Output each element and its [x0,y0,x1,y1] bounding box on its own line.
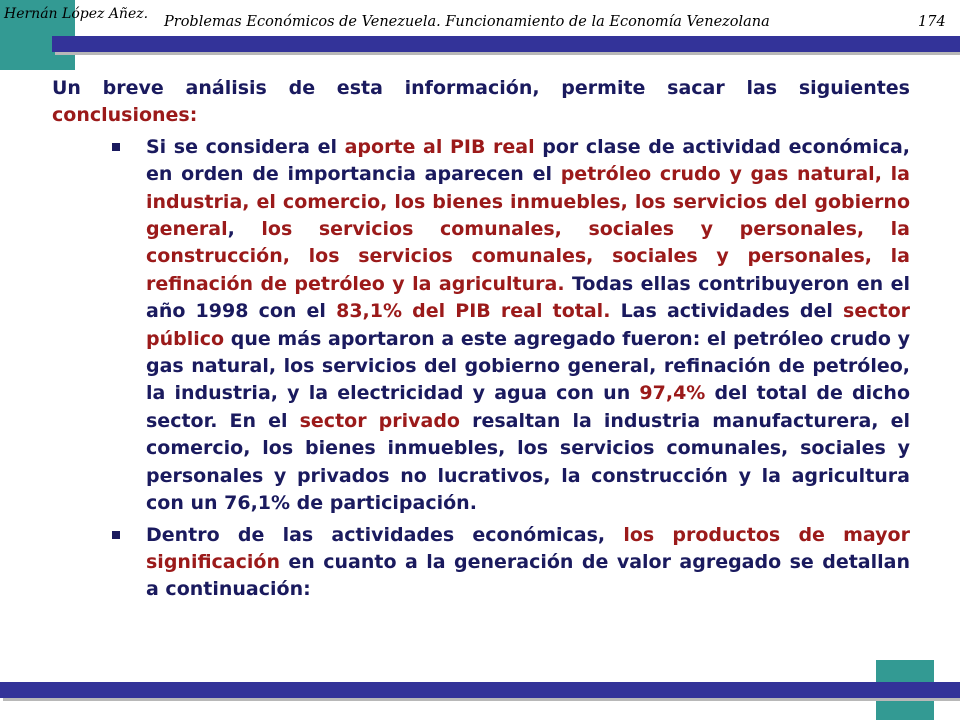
b1-text-7: del total de dicho sector. En el [146,382,910,432]
b1-highlight-6: 97,4% [639,382,706,405]
footer-bar [0,682,960,698]
bullet-productos [52,522,910,604]
b1-text-5: Las actividades del [610,300,844,323]
b1-highlight-4: 83,1% del PIB real total. [336,300,611,323]
b2-text-1: Dentro de las actividades económicas, [146,523,624,546]
bullet-square-icon [112,143,120,151]
author-name: Hernán López Añez. [4,6,149,22]
intro-conclusion-line [52,102,910,129]
b1-highlight-1: aporte al PIB real [344,135,535,158]
b1-highlight-5: sector público [146,300,910,350]
intro-text: Un breve análisis de esta información, permite sacar las siguientes [52,77,910,99]
b1-highlight-7: sector privado [299,409,460,432]
b1-text-6: que más aportaron a este agregado fueron: el petróleo crudo y gas natural, los servicios del gobierno general, refinación de petróleo, la industria, y la electricidad y agua con un [146,327,910,405]
b1-text-3: , [227,218,262,241]
b1-text-4: Todas ellas contribuyeron en el año 1998 con el [146,272,910,323]
bullet-productos-text [146,522,910,604]
bullet-aporte-pib-text [146,134,910,518]
bullet-aporte-pib [52,134,910,518]
page-number: 174 [918,14,946,30]
b2-highlight-1: los productos de mayor significación [146,523,910,573]
intro-paragraph [52,75,910,102]
main-content [52,75,910,604]
b1-highlight-2: petróleo crudo y gas natural, la industria, el comercio, los bienes inmuebles, los servicios del gobierno general [146,163,910,241]
page-header-title: Problemas Económicos de Venezuela. Funcionamiento de la Economía Venezolana [164,14,770,30]
b1-text-2: por clase de actividad económica, en orden de importancia aparecen el [146,135,911,186]
b1-text-1: Si se considera el [146,135,345,158]
header-bar [52,36,960,52]
b1-highlight-3: los servicios comunales, sociales y personales, la construcción, los servicios comunales, sociales y personales, la refinación de petróleo y la agricultura. [146,218,910,295]
b1-text-8: resaltan la industria manufacturera, el comercio, los bienes inmuebles, los servicios comunales, sociales y personales y privados no lucrativos, la construcción y la agricultura con un 76,1% de participación. [146,409,910,515]
bullet-square-icon [112,531,120,539]
intro-highlight: conclusiones: [52,104,198,127]
b2-text-2: en cuanto a la generación de valor agregado se detallan a continuación: [146,550,910,601]
